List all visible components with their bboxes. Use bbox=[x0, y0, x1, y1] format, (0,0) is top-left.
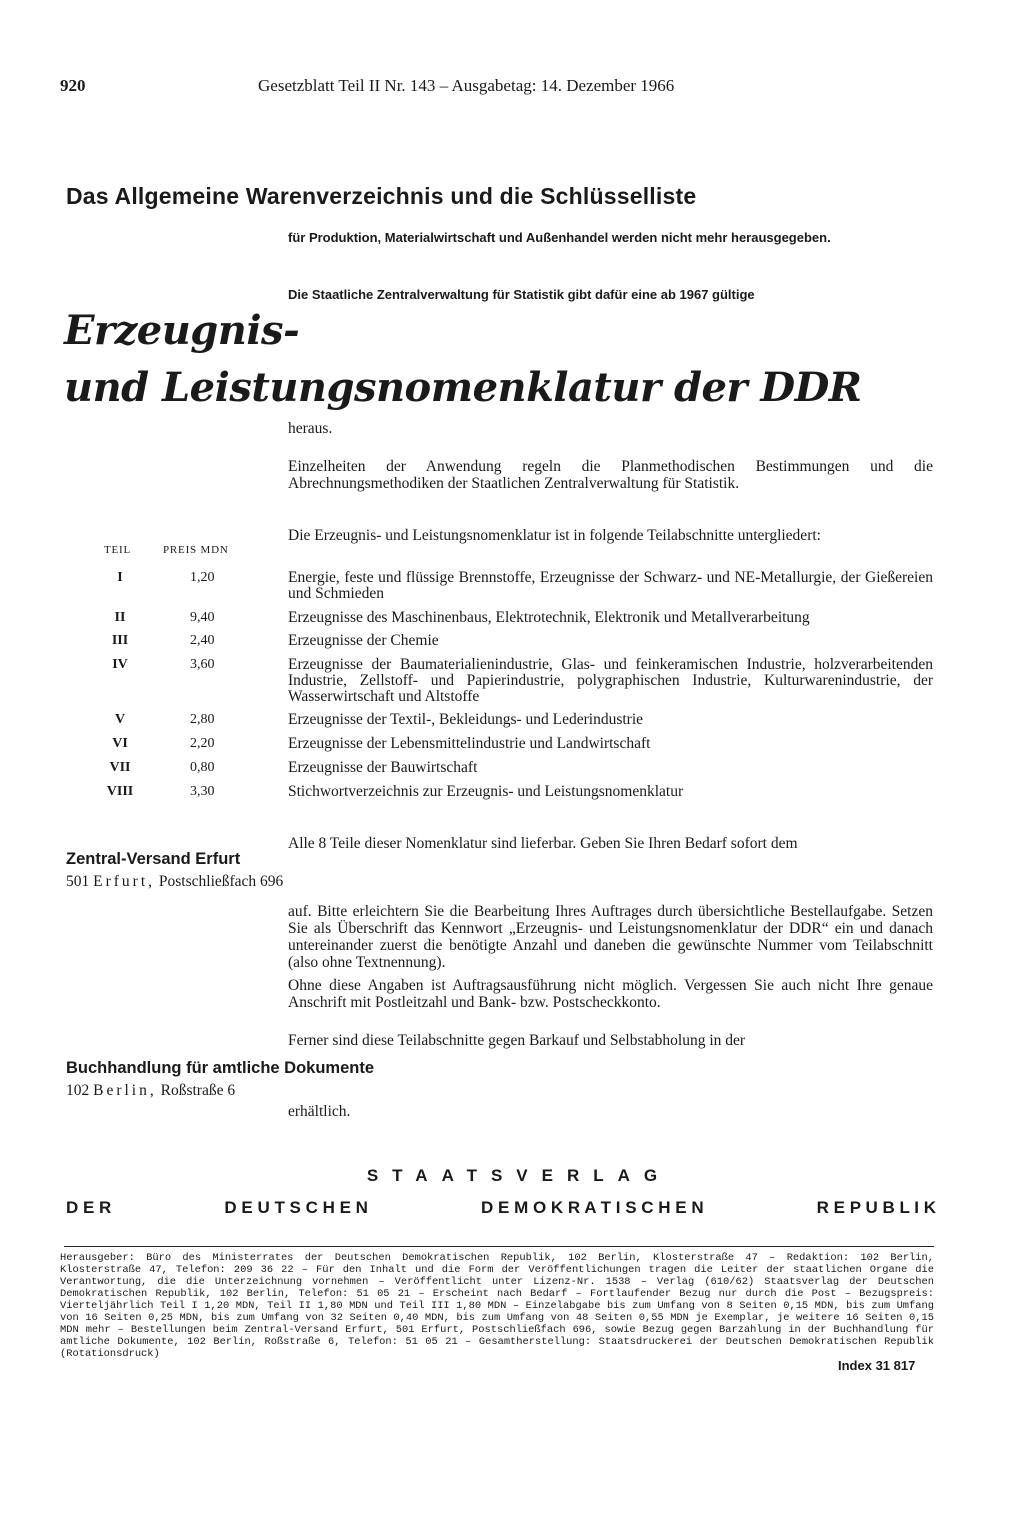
zentral-versand-address bbox=[66, 873, 283, 891]
publisher-line-2 bbox=[66, 1198, 936, 1218]
teil-description: Stichwortverzeichnis zur Erzeugnis- und Leistungsnomenklatur bbox=[288, 783, 684, 800]
heading: Das Allgemeine Warenverzeichnis und die Schlüsselliste bbox=[66, 183, 697, 209]
teil-price: 0,80 bbox=[190, 760, 215, 775]
teil-number: IV bbox=[112, 657, 128, 672]
teil-number: VIII bbox=[106, 784, 134, 799]
teil-description: Erzeugnisse der Chemie bbox=[288, 632, 439, 649]
teil-description: Erzeugnisse der Lebensmittelindustrie und Landwirtschaft bbox=[288, 735, 651, 752]
teil-price: 1,20 bbox=[190, 570, 215, 585]
paragraph-einzelheiten: Einzelheiten der Anwendung regeln die Planmethodischen Bestimmungen und die Abrechnungsmethodiken der Staatlichen Zentralverwaltung für Statistik. bbox=[288, 458, 933, 492]
zentral-versand-name: Zentral-Versand Erfurt bbox=[66, 850, 241, 868]
paragraph-auf: auf. Bitte erleichtern Sie die Bearbeitung Ihres Auftrages durch übersichtliche Bestellaufgabe. Setzen Sie als Überschrift das Kennwort „Erzeugnis- und Leistungsnomenklatur der DDR“ ein und danach untereinander zuerst die benötigte Anzahl und daneben die gewünschte Nummer vom Teilabschnitt (also ohne Textnennung). bbox=[288, 903, 933, 971]
zentral-versand-box: Postschließfach 696 bbox=[158, 873, 284, 890]
paragraph-alle: Alle 8 Teile dieser Nomenklatur sind lieferbar. Geben Sie Ihren Bedarf sofort dem bbox=[288, 835, 798, 852]
buchhandlung-city: Berlin, bbox=[93, 1082, 157, 1099]
page-number: 920 bbox=[60, 76, 86, 95]
teil-price: 2,40 bbox=[190, 633, 215, 648]
subheading-2: Die Staatliche Zentralverwaltung für Statistik gibt dafür eine ab 1967 gültige bbox=[288, 287, 755, 302]
publisher-word: D E R bbox=[66, 1198, 112, 1217]
buchhandlung-postcode: 102 bbox=[66, 1082, 90, 1099]
teil-number: VI bbox=[112, 736, 128, 751]
paragraph-teilabschnitte: Die Erzeugnis- und Leistungsnomenklatur ist in folgende Teilabschnitte untergliedert: bbox=[288, 527, 821, 544]
teil-description: Energie, feste und flüssige Brennstoffe, Erzeugnisse der Schwarz- und NE-Metallurgie, der Gießereien und Schmieden bbox=[288, 569, 933, 602]
paragraph-heraus: heraus. bbox=[288, 420, 333, 437]
column-header-teil: TEIL bbox=[104, 544, 132, 556]
big-title-line2: und Leistungsnomenklatur der DDR bbox=[64, 364, 862, 411]
publisher-word: D E M O K R A T I S C H E N bbox=[481, 1198, 704, 1217]
big-title-line1: Erzeugnis- bbox=[64, 307, 300, 354]
teil-price: 3,60 bbox=[190, 657, 215, 672]
paragraph-erhaeltlich: erhältlich. bbox=[288, 1103, 351, 1120]
teil-number: VII bbox=[109, 760, 131, 775]
publisher-word: D E U T S C H E N bbox=[224, 1198, 368, 1217]
imprint: Herausgeber: Büro des Ministerrates der Deutschen Demokratischen Republik, 102 Berlin, Klosterstraße 47 – Redaktion: 102 Berlin, Klosterstraße 47, Telefon: 209 36 22 – Für den Inhalt und die Form der Veröffentlichungen tragen die Leiter der staatlichen Organe die Verantwortung, die die Unterzeichnung vornehmen – Veröffentlicht unter Lizenz-Nr. 1538 – Verlag (610/62) Staatsverlag der Deutschen Demokratischen Republik, 102 Berlin, Telefon: 51 05 21 – Erscheint nach Bedarf – Fortlaufender Bezug nur durch die Post – Bezugspreis: Vierteljährlich Teil I 1,20 MDN, Teil II 1,80 MDN und Teil III 1,80 MDN – Einzelabgabe bis zum Umfang von 8 Seiten 0,15 MDN, bis zum Umfang von 16 Seiten 0,25 MDN, bis zum Umfang von 32 Seiten 0,40 MDN, bis zum Umfang von 48 Seiten 0,55 MDN je Exemplar, je weitere 16 Seiten 0,15 MDN mehr – Bestellungen beim Zentral-Versand Erfurt, 501 Erfurt, Postschließfach 696, sowie Bezug gegen Barzahlung in der Buchhandlung für amtliche Dokumente, 102 Berlin, Roßstraße 6, Telefon: 51 05 21 – Gesamtherstellung: Staatsdruckerei der Deutschen Demokratischen Republik (Rotationsdruck) bbox=[60, 1252, 934, 1360]
buchhandlung-street: Roßstraße 6 bbox=[160, 1082, 236, 1099]
publisher-line-1: STAATSVERLAG bbox=[366, 1166, 672, 1185]
teil-description: Erzeugnisse der Baumaterialienindustrie, Glas- und feinkeramischen Industrie, holzverarbeitenden Industrie, Zellstoff- und Papierindustrie, polygraphischen Industrie, Kulturwarenindustrie, der Wasserwirtschaft und Altstoffe bbox=[288, 656, 933, 705]
teil-number: V bbox=[114, 712, 126, 727]
teil-description: Erzeugnisse der Bauwirtschaft bbox=[288, 759, 478, 776]
zentral-versand-city: Erfurt, bbox=[93, 873, 156, 890]
teil-price: 2,80 bbox=[190, 712, 215, 727]
paragraph-ohne: Ohne diese Angaben ist Auftragsausführung nicht möglich. Vergessen Sie auch nicht Ihre genaue Anschrift mit Postleitzahl und Bank- bzw. Postscheckkonto. bbox=[288, 977, 933, 1011]
teil-price: 9,40 bbox=[190, 610, 215, 625]
running-header: Gesetzblatt Teil II Nr. 143 – Ausgabetag: 14. Dezember 1966 bbox=[258, 76, 675, 95]
teil-number: I bbox=[117, 570, 123, 585]
subheading-1: für Produktion, Materialwirtschaft und Außenhandel werden nicht mehr herausgegeben. bbox=[288, 230, 831, 245]
column-header-preis: PREIS MDN bbox=[163, 544, 229, 556]
teil-description: Erzeugnisse des Maschinenbaus, Elektrotechnik, Elektronik und Metallverarbeitung bbox=[288, 609, 810, 626]
teil-price: 3,30 bbox=[190, 784, 215, 799]
teil-description: Erzeugnisse der Textil-, Bekleidungs- und Lederindustrie bbox=[288, 711, 644, 728]
footer-divider bbox=[64, 1246, 934, 1247]
index-number: Index 31 817 bbox=[838, 1358, 916, 1373]
teil-number: III bbox=[111, 633, 129, 648]
teil-price: 2,20 bbox=[190, 736, 215, 751]
zentral-versand-postcode: 501 bbox=[66, 873, 90, 890]
buchhandlung-name: Buchhandlung für amtliche Dokumente bbox=[66, 1059, 375, 1077]
publisher-word: R E P U B L I K bbox=[816, 1198, 936, 1217]
buchhandlung-address bbox=[66, 1082, 235, 1100]
paragraph-ferner: Ferner sind diese Teilabschnitte gegen Barkauf und Selbstabholung in der bbox=[288, 1032, 746, 1049]
teil-number: II bbox=[114, 610, 126, 625]
